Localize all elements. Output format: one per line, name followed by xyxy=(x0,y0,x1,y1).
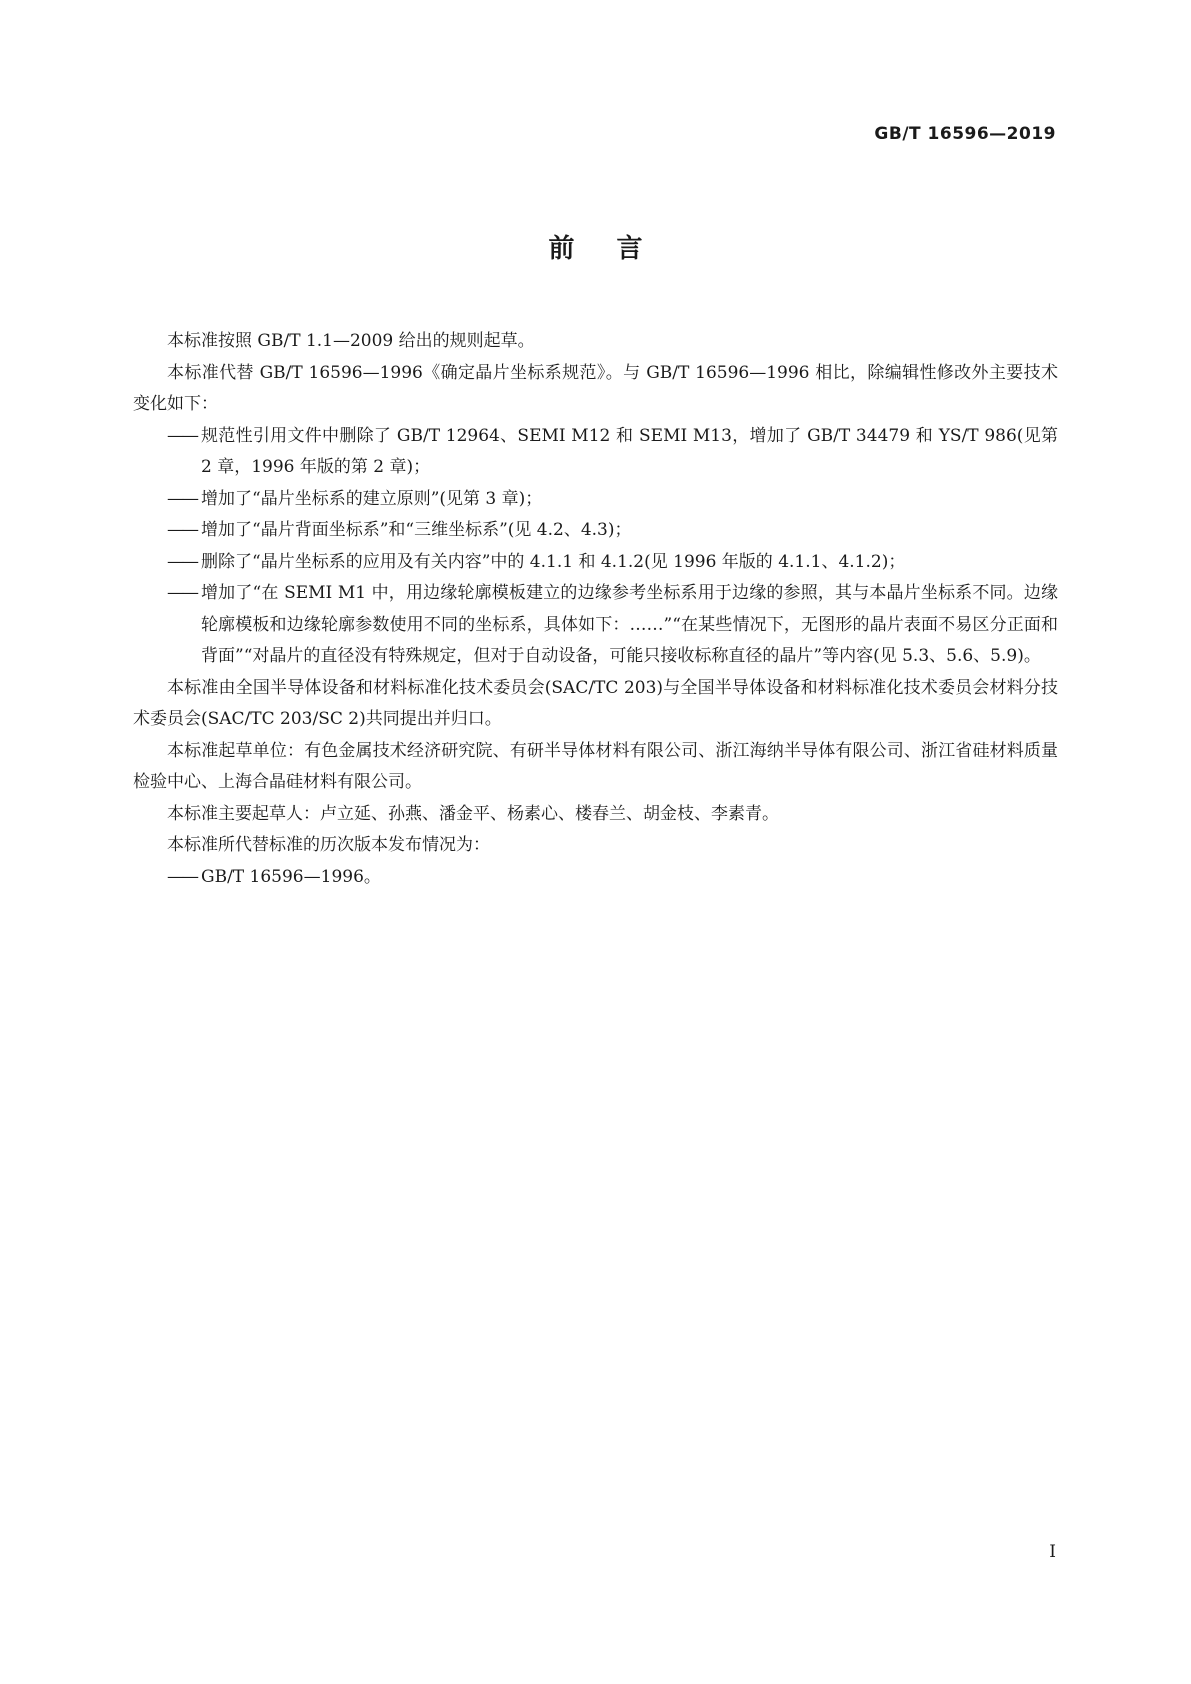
change-text: 增加了“在 SEMI M1 中，用边缘轮廓模板建立的边缘参考坐标系用于边缘的参照，其与本晶片坐标系不同。边缘轮廓模板和边缘轮廓参数使用不同的坐标系，具体如下：……”“在某些情况下，无图形的晶片表面不易区分正面和背面”“对晶片的直径没有特殊规定，但对于自动设备，可能只接收标称直径的晶片”等内容(见 5.3、5.6、5.9)。 xyxy=(201,583,1058,666)
list-item-change xyxy=(133,421,1058,484)
page-number: I xyxy=(1049,1542,1056,1562)
change-text: 增加了“晶片背面坐标系”和“三维坐标系”(见 4.2、4.3)； xyxy=(201,520,632,540)
list-item-history xyxy=(133,862,1058,894)
change-text: 规范性引用文件中删除了 GB/T 12964、SEMI M12 和 SEMI M13，增加了 GB/T 34479 和 YS/T 986(见第 2 章，1996 年版的第 2 章)； xyxy=(201,425,1058,477)
paragraph-drafters: 本标准主要起草人：卢立延、孙燕、潘金平、杨素心、楼春兰、胡金枝、李素青。 xyxy=(167,803,779,824)
history-text: GB/T 16596—1996。 xyxy=(201,866,381,887)
paragraph-replacement: 本标准代替 GB/T 16596—1996《确定晶片坐标系规范》。与 GB/T 16596—1996 相比，除编辑性修改外主要技术变化如下： xyxy=(133,362,1058,414)
paragraph-history-intro: 本标准所代替标准的历次版本发布情况为： xyxy=(167,835,490,855)
standard-number: GB/T 16596—2019 xyxy=(874,124,1056,144)
change-text: 增加了“晶片坐标系的建立原则”(见第 3 章)； xyxy=(201,488,543,509)
paragraph-drafting-units: 本标准起草单位：有色金属技术经济研究院、有研半导体材料有限公司、浙江海纳半导体有限公司、浙江省硅材料质量检验中心、上海合晶硅材料有限公司。 xyxy=(133,740,1058,792)
list-item-change xyxy=(133,484,1058,516)
foreword-body xyxy=(133,326,1058,893)
dash-marker: —— xyxy=(167,425,197,446)
page-title: 前言 xyxy=(548,234,685,264)
list-item-change xyxy=(133,578,1058,673)
dash-marker: —— xyxy=(167,866,197,887)
dash-marker: —— xyxy=(167,520,197,540)
dash-marker: —— xyxy=(167,551,197,572)
list-item-change xyxy=(133,547,1058,579)
change-text: 删除了“晶片坐标系的应用及有关内容”中的 4.1.1 和 4.1.2(见 1996 年版的 4.1.1、4.1.2)； xyxy=(201,551,906,572)
paragraph-drafting-rules: 本标准按照 GB/T 1.1—2009 给出的规则起草。 xyxy=(167,331,535,351)
dash-marker: —— xyxy=(167,583,197,603)
list-item-change xyxy=(133,515,1058,547)
paragraph-proposer: 本标准由全国半导体设备和材料标准化技术委员会(SAC/TC 203)与全国半导体设备和材料标准化技术委员会材料分技术委员会(SAC/TC 203/SC 2)共同提出并归口。 xyxy=(133,677,1058,729)
dash-marker: —— xyxy=(167,488,197,509)
